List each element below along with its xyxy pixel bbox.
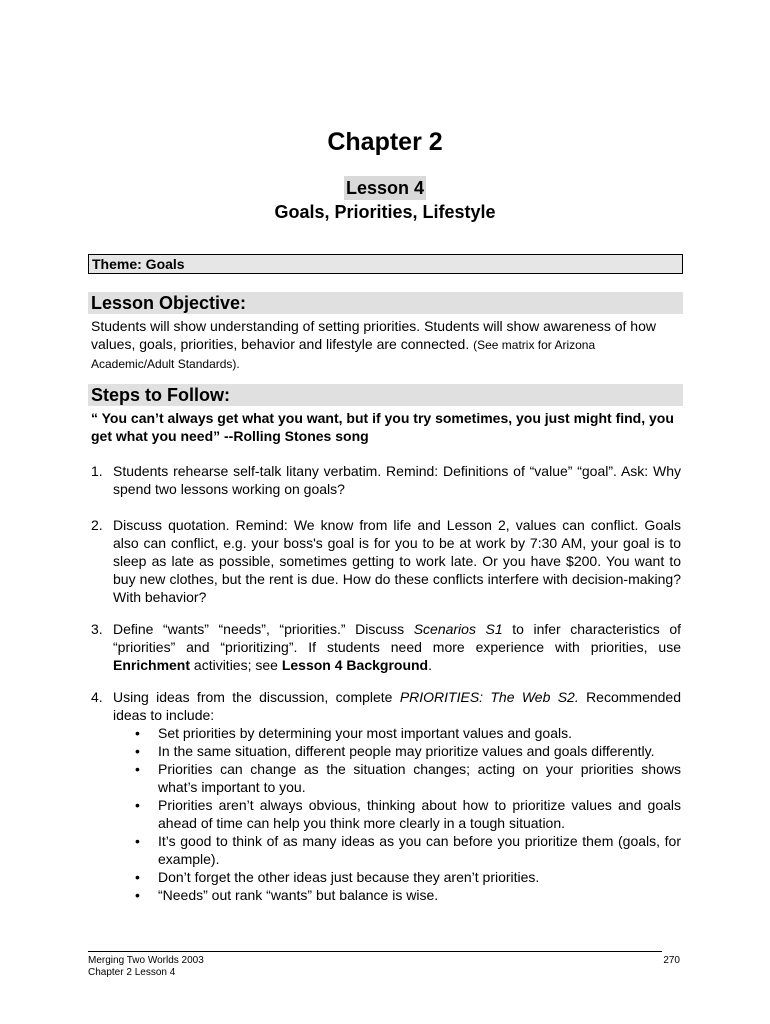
footer-source <box>88 955 204 979</box>
list-item-text: Don’t forget the other ideas just because they aren’t priorities. <box>158 869 540 885</box>
step-number: 1. <box>91 463 103 479</box>
objective-heading: Lesson Objective: <box>88 292 683 314</box>
step-item-2 <box>91 516 681 606</box>
steps-quote: “ You can’t always get what you want, but if you try sometimes, you just might find, you get what you need” --Rolling Stones song <box>91 410 674 444</box>
list-item <box>135 886 681 904</box>
bullet-icon: • <box>135 743 140 759</box>
steps-heading: Steps to Follow: <box>88 384 683 406</box>
step-text-part: Define “wants” “needs”, “priorities.” Discuss <box>113 621 414 637</box>
step-item-4 <box>91 688 681 904</box>
step-text-part: . <box>428 657 432 673</box>
list-item <box>135 724 681 742</box>
list-item-text: Priorities can change as the situation changes; acting on your priorities shows what’s important to you. <box>158 761 681 795</box>
page-number: 270 <box>663 955 680 966</box>
bullet-icon: • <box>135 797 140 813</box>
list-item <box>135 832 681 868</box>
list-item-text: It’s good to think of as many ideas as you can before you prioritize them (goals, for example). <box>158 833 681 867</box>
worksheet-reference: PRIORITIES: The Web S2. <box>399 689 579 705</box>
lesson-number-wrap <box>0 176 770 200</box>
recommended-ideas-list <box>135 724 681 904</box>
bullet-icon: • <box>135 887 140 903</box>
list-item <box>135 868 681 886</box>
bullet-icon: • <box>135 869 140 885</box>
chapter-title: Chapter 2 <box>327 128 443 156</box>
step-number: 4. <box>91 689 103 705</box>
list-item-text: “Needs” out rank “wants” but balance is wise. <box>158 887 439 903</box>
step-text <box>113 620 681 674</box>
background-reference: Lesson 4 Background <box>281 657 429 673</box>
step-text-part: Using ideas from the discussion, complete <box>113 689 400 705</box>
step-text: Students rehearse self-talk litany verbatim. Remind: Definitions of “value” “goal”. Ask: Why spend two lessons working on goals? <box>113 463 681 497</box>
list-item <box>135 742 681 760</box>
bullet-icon: • <box>135 761 140 777</box>
list-item <box>135 760 681 796</box>
lesson-number: Lesson 4 <box>345 178 425 198</box>
list-item-text: Set priorities by determining your most important values and goals. <box>158 725 572 741</box>
lesson-title: Goals, Priorities, Lifestyle <box>274 202 496 222</box>
footer-line-1: Merging Two Worlds 2003 <box>88 955 204 966</box>
footer-divider <box>88 951 662 952</box>
step-number: 2. <box>91 517 103 533</box>
list-item <box>135 796 681 832</box>
bullet-icon: • <box>135 725 140 741</box>
step-item-1 <box>91 462 681 498</box>
step-text-part: activities; see <box>190 657 282 673</box>
footer-line-2: Chapter 2 Lesson 4 <box>88 967 176 978</box>
step-text <box>113 688 681 724</box>
step-number: 3. <box>91 621 103 637</box>
step-text: Discuss quotation. Remind: We know from life and Lesson 2, values can conflict. Goals also can conflict, e.g. your boss's goal is for you to be at work by 7:30 AM, your goal is to sleep as late as possible, sometimes getting to work late. Or you have $200. You want to buy new clothes, but the rent is due. How do these conflicts interfere with decision-making? With behavior? <box>113 517 681 605</box>
objective-body: Students will show understanding of setting priorities. Students will show awareness of how values, goals, priorities, behavior and lifestyle are connected. <box>91 318 656 352</box>
list-item-text: In the same situation, different people may prioritize values and goals differently. <box>158 743 655 759</box>
step-text-part: to infer characteristics of “priorities” and “prioritizing”. If students need more experience with priorities, use <box>113 621 681 655</box>
theme-box: Theme: Goals <box>88 254 683 274</box>
scenario-reference: Scenarios S1 <box>413 621 503 637</box>
step-text-part: Recommended ideas to include: <box>113 689 682 723</box>
objective-text <box>91 317 681 373</box>
objective-note: (See matrix for Arizona Academic/Adult Standards). <box>91 338 596 371</box>
list-item-text: Priorities aren’t always obvious, thinking about how to prioritize values and goals ahead of time can help you think more clearly in a tough situation. <box>158 797 681 831</box>
bullet-icon: • <box>135 833 140 849</box>
enrichment-reference: Enrichment <box>113 657 191 673</box>
step-item-3 <box>91 620 681 674</box>
